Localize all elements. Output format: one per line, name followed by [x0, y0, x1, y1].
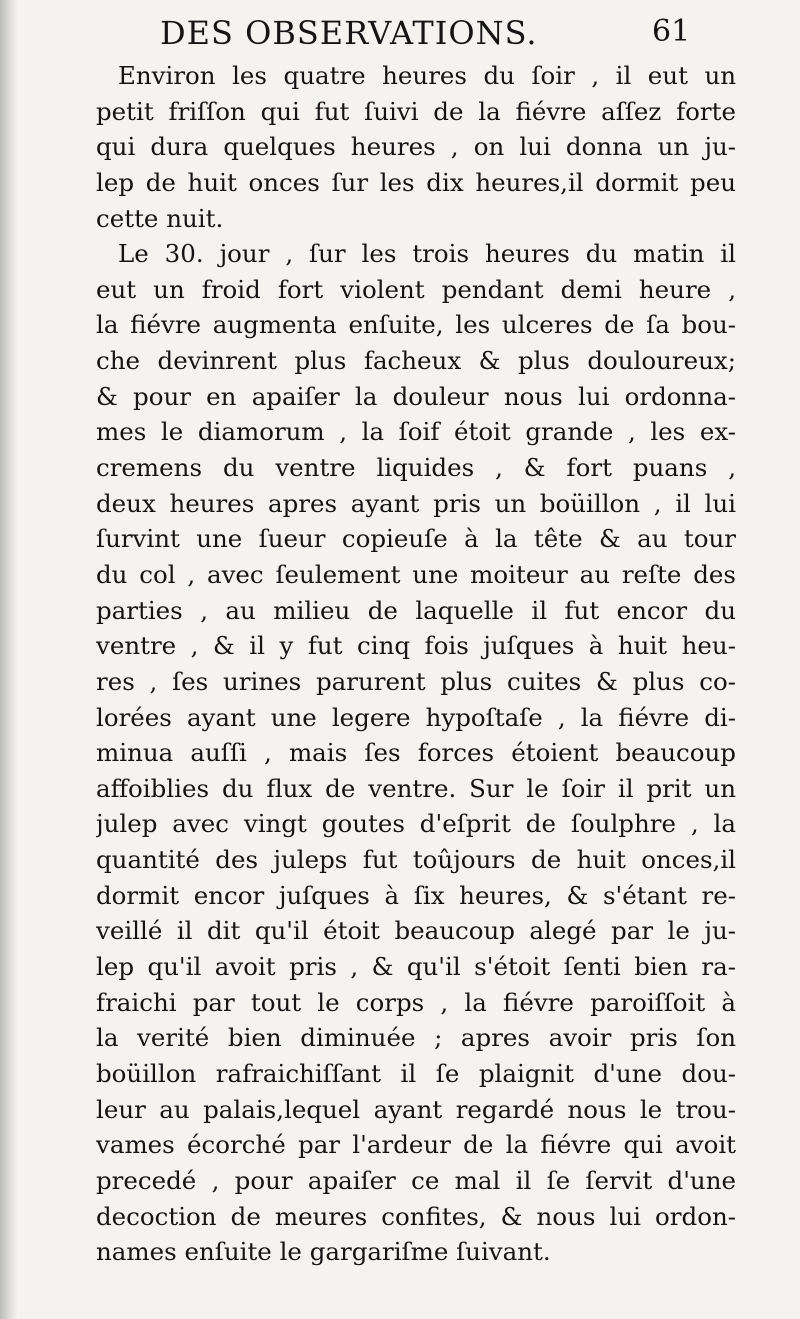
- text-line: res , ſes urines parurent plus cuites & plus co-: [96, 666, 736, 696]
- text-line: du col , avec ſeulement une moiteur au reſte des: [96, 559, 736, 589]
- running-title: DES OBSERVATIONS.: [160, 14, 538, 52]
- text-line: veillé il dit qu'il étoit beaucoup alegé par le ju-: [96, 916, 736, 946]
- page-number: 61: [652, 14, 691, 49]
- text-line: qui dura quelques heures , on lui donna un ju-: [96, 132, 736, 162]
- text-line: names enſuite le gargariſme ſuivant.: [96, 1237, 551, 1267]
- text-line: julep avec vingt goutes d'eſprit de ſoulphre , la: [96, 809, 736, 839]
- page-gutter-shadow: [0, 0, 18, 1319]
- text-line: quantité des juleps fut toûjours de huit onces,il: [96, 845, 736, 875]
- text-line: decoction de meures confites, & nous lui ordon-: [96, 1201, 736, 1231]
- text-line: affoiblies du flux de ventre. Sur le ſoir il prit un: [96, 773, 736, 803]
- text-line: boüillon rafraichiſſant il ſe plaignit d'une dou-: [96, 1058, 736, 1088]
- text-line: la fiévre augmenta enſuite, les ulceres de ſa bou-: [96, 310, 736, 340]
- text-line: leur au palais,lequel ayant regardé nous le trou-: [96, 1094, 736, 1124]
- text-line: ventre , & il y fut cinq fois juſques à huit heu-: [96, 631, 736, 661]
- text-line: cremens du ventre liquides , & fort puans ,: [96, 453, 736, 483]
- text-line: Environ les quatre heures du ſoir , il eut un: [118, 61, 736, 90]
- text-line: ſurvint une ſueur copieuſe à la tête & au tour: [96, 524, 736, 554]
- text-line: minua auſſi , mais ſes forces étoient beaucoup: [96, 738, 736, 768]
- text-line: deux heures apres ayant pris un boüillon , il lui: [96, 488, 736, 518]
- text-line: cette nuit.: [96, 203, 224, 233]
- text-line: mes le diamorum , la ſoif étoit grande , les ex-: [96, 417, 736, 447]
- text-line: lep qu'il avoit pris , & qu'il s'étoit ſenti bien ra-: [96, 952, 736, 982]
- text-line: parties , au milieu de laquelle il fut encor du: [96, 595, 736, 625]
- text-line: precedé , pour apaiſer ce mal il ſe ſervit d'une: [96, 1165, 736, 1195]
- text-line: eut un froid fort violent pendant demi heure ,: [96, 274, 736, 304]
- text-line: petit friſſon qui fut ſuivi de la fiévre aſſez forte: [96, 96, 736, 126]
- text-line: vames écorché par l'ardeur de la fiévre qui avoit: [96, 1130, 736, 1160]
- text-line: dormit encor juſques à ſix heures, & s'étant re-: [96, 880, 736, 910]
- text-line: & pour en apaiſer la douleur nous lui ordonna-: [96, 381, 736, 411]
- text-line: che devinrent plus facheux & plus douloureux;: [96, 346, 736, 376]
- text-line: fraichi par tout le corps , la fiévre paroiſſoit à: [96, 987, 736, 1017]
- text-line: Le 30. jour , ſur les trois heures du matin il: [118, 239, 736, 269]
- body-text: [96, 58, 736, 1270]
- text-line: lorées ayant une legere hypoſtaſe , la fiévre di-: [96, 702, 736, 732]
- text-line: lep de huit onces ſur les dix heures,il dormit peu: [96, 167, 736, 197]
- text-line: la verité bien diminuée ; apres avoir pris ſon: [96, 1023, 736, 1053]
